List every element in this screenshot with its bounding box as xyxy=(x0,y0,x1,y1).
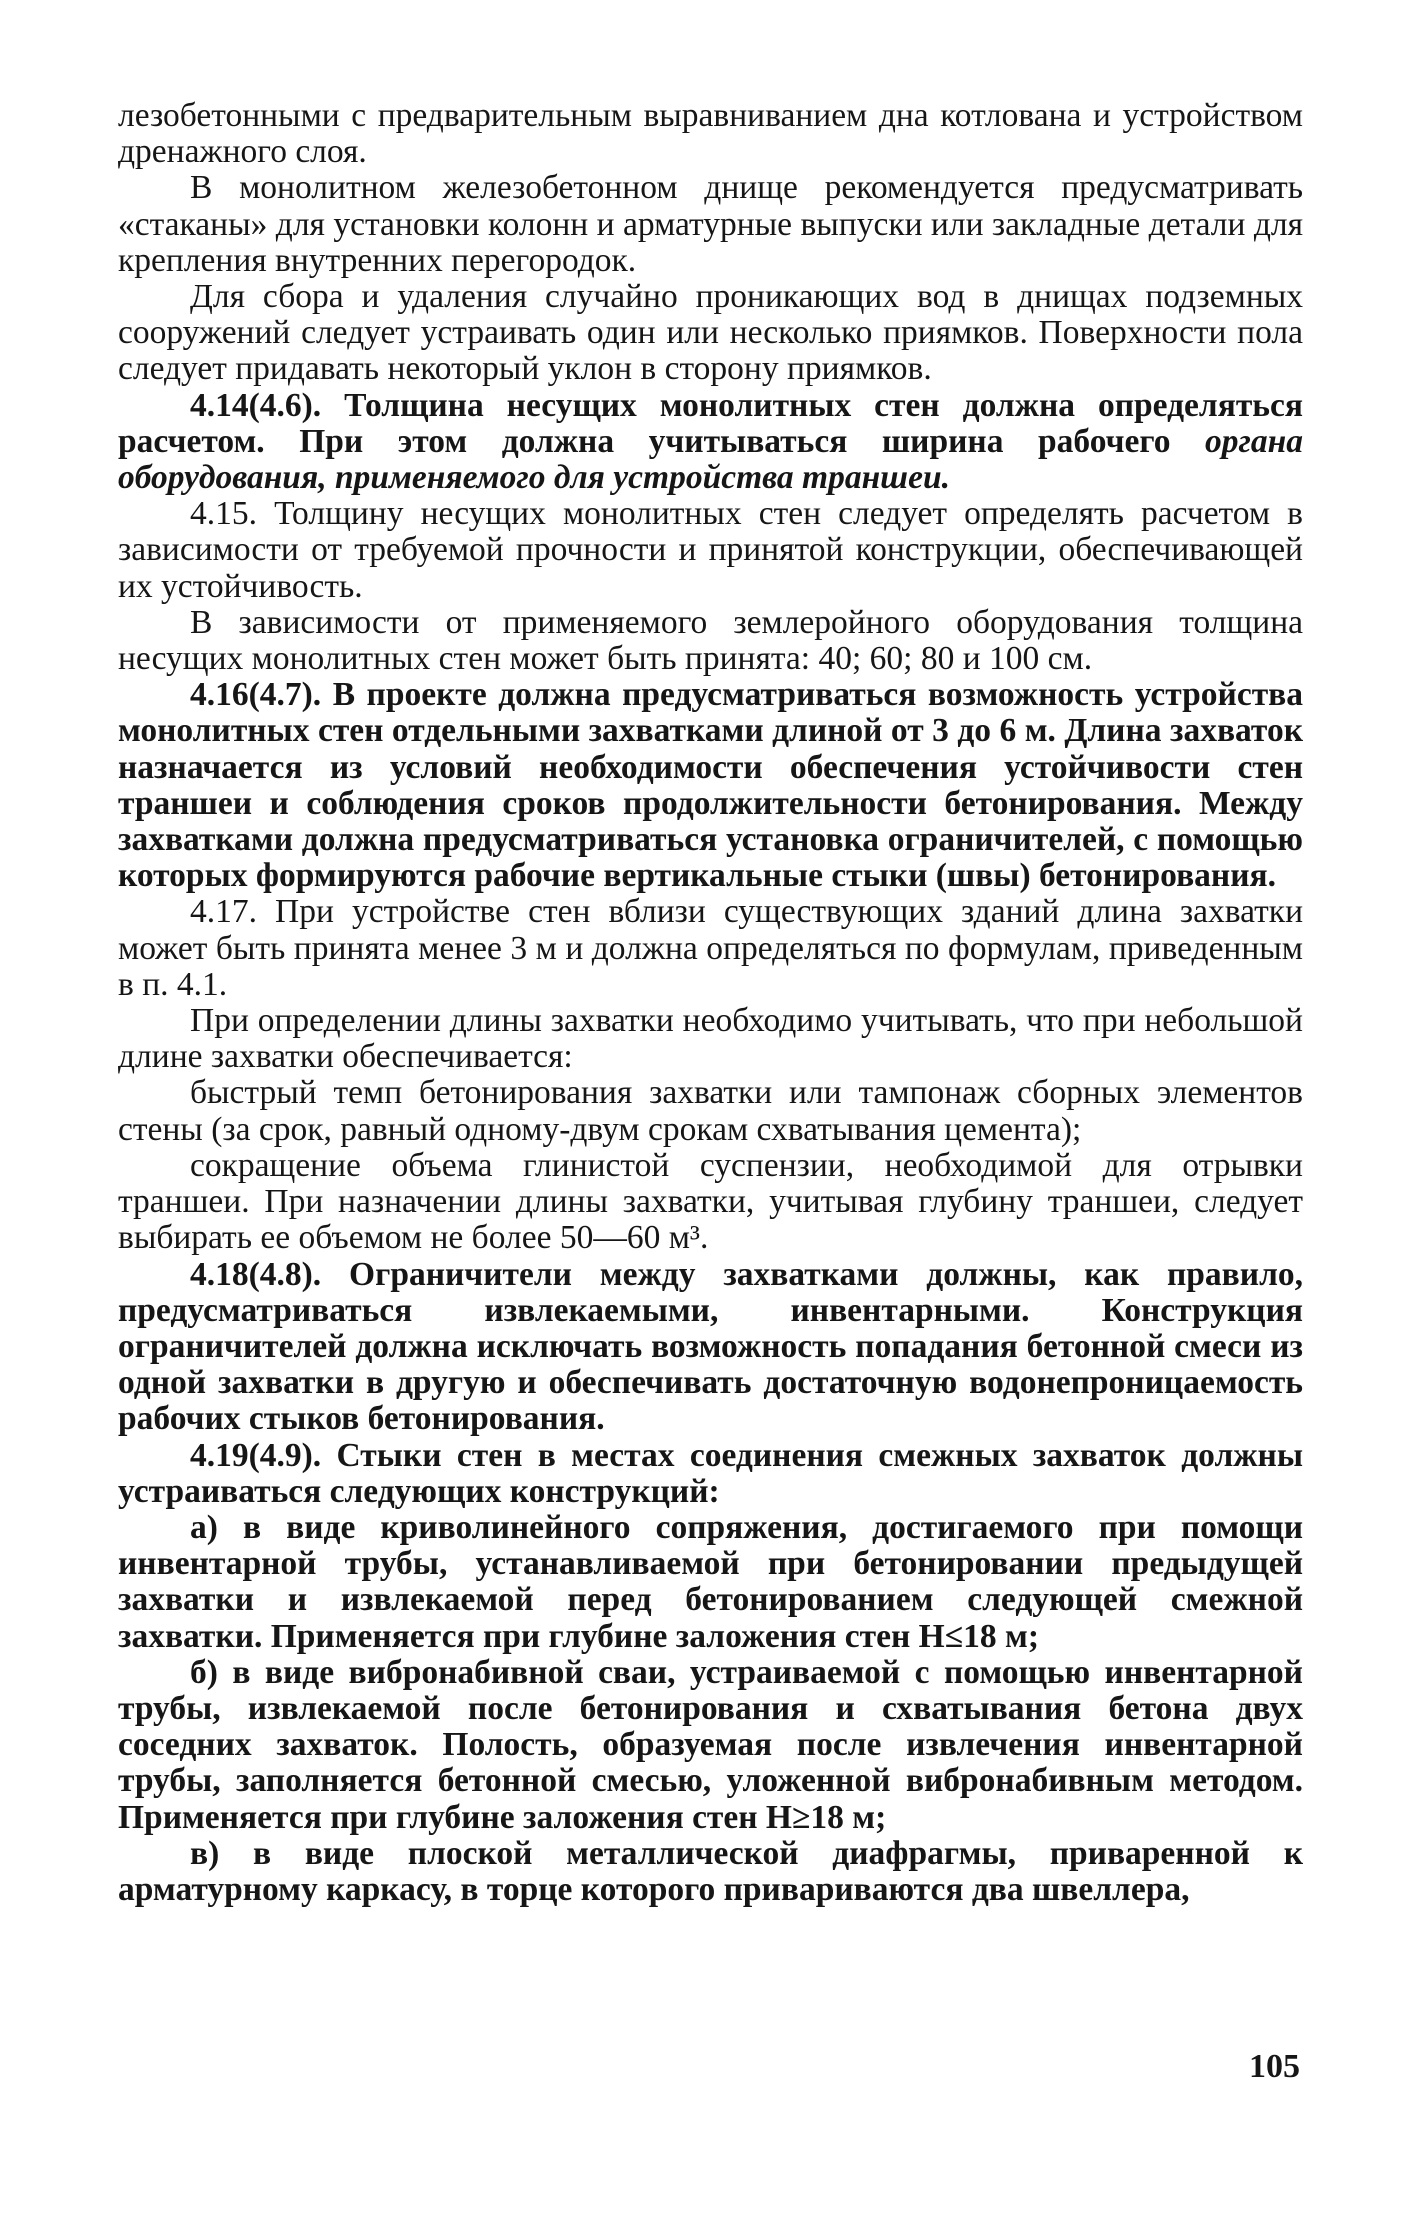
clause-4-14 xyxy=(118,388,1303,497)
clause-4-19-item-b: б) в виде вибронабивной сваи, устраиваемой с помощью инвентарной трубы, извлекаемой после бетонирования и схватывания бетона двух соседних захваток. Полость, образуемая после извлечения инвентарной трубы, заполняется бетонной смесью, уложенной вибронабивным методом. Применяется при глубине заложения стен H≥18 м; xyxy=(118,1653,1303,1836)
clause-4-16: 4.16(4.7). В проекте должна предусматриваться возможность устройства монолитных стен отдельными захватками длиной от 3 до 6 м. Длина захваток назначается из условий необходимости обеспечения устойчивости стен траншеи и соблюдения сроков продолжительности бетонирования. Между захватками должна предусматриваться установка ограничителей, с помощью которых формируются рабочие вертикальные стыки (швы) бетонирования. xyxy=(118,676,1303,895)
clause-4-14-text: 4.14(4.6). Толщина несущих монолитных стен должна определяться расчетом. При этом должна учитываться ширина рабочего xyxy=(118,386,1303,460)
paragraph-priyamki: Для сбора и удаления случайно проникающих вод в днищах подземных сооружений следует устраивать один или несколько приямков. Поверхности пола следует придавать некоторый уклон в сторону приямков. xyxy=(118,278,1303,388)
clause-4-14-italic: органа оборудования, применяемого для устройства траншеи. xyxy=(118,422,1303,497)
paragraph-length-determination: При определении длины захватки необходимо учитывать, что при небольшой длине захватки обеспечивается: xyxy=(118,1002,1303,1076)
clause-4-17: 4.17. При устройстве стен вблизи существующих зданий длина захватки может быть принята менее 3 м и должна определяться по формулам, приведенным в п. 4.1. xyxy=(118,893,1303,1003)
clause-4-18: 4.18(4.8). Ограничители между захватками должны, как правило, предусматриваться извлекаемыми, инвентарными. Конструкция ограничителей должна исключать возможность попадания бетонной смеси из одной захватки в другую и обеспечивать достаточную водонепроницаемость рабочих стыков бетонирования. xyxy=(118,1255,1303,1438)
page-text xyxy=(118,98,1303,1908)
paragraph-stakany: В монолитном железобетонном днище рекомендуется предусматривать «стаканы» для установки колонн и арматурные выпуски или закладные детали для крепления внутренних перегородок. xyxy=(118,169,1303,279)
list-item-volume-reduction: сокращение объема глинистой суспензии, необходимой для отрывки траншеи. При назначении длины захватки, учитывая глубину траншеи, следует выбирать ее объемом не более 50—60 м³. xyxy=(118,1146,1303,1257)
list-item-fast-pace: быстрый темп бетонирования захватки или тампонаж сборных элементов стены (за срок, равный одному-двум срокам схватывания цемента); xyxy=(118,1074,1303,1148)
paragraph-wall-thickness: В зависимости от применяемого землеройного оборудования толщина несущих монолитных стен может быть принята: 40; 60; 80 и 100 см. xyxy=(118,603,1303,678)
clause-4-15: 4.15. Толщину несущих монолитных стен следует определять расчетом в зависимости от требуемой прочности и принятой конструкции, обеспечивающей их устойчивость. xyxy=(118,495,1303,605)
clause-4-19-item-c: в) в виде плоской металлической диафрагмы, приваренной к арматурному каркасу, в торце которого привариваются два швеллера, xyxy=(118,1834,1303,1908)
paragraph-continuation: лезобетонными с предварительным выравниванием дна котлована и устройством дренажного слоя. xyxy=(118,97,1303,171)
clause-4-19: 4.19(4.9). Стыки стен в местах соединения смежных захваток должны устраиваться следующих конструкций: xyxy=(118,1436,1303,1510)
clause-4-19-item-a: а) в виде криволинейного сопряжения, достигаемого при помощи инвентарной трубы, устанавливаемой при бетонировании предыдущей захватки и извлекаемой перед бетонированием следующей смежной захватки. Применяется при глубине заложения стен H≤18 м; xyxy=(118,1508,1303,1655)
page-number: 105 xyxy=(1249,2048,1300,2085)
